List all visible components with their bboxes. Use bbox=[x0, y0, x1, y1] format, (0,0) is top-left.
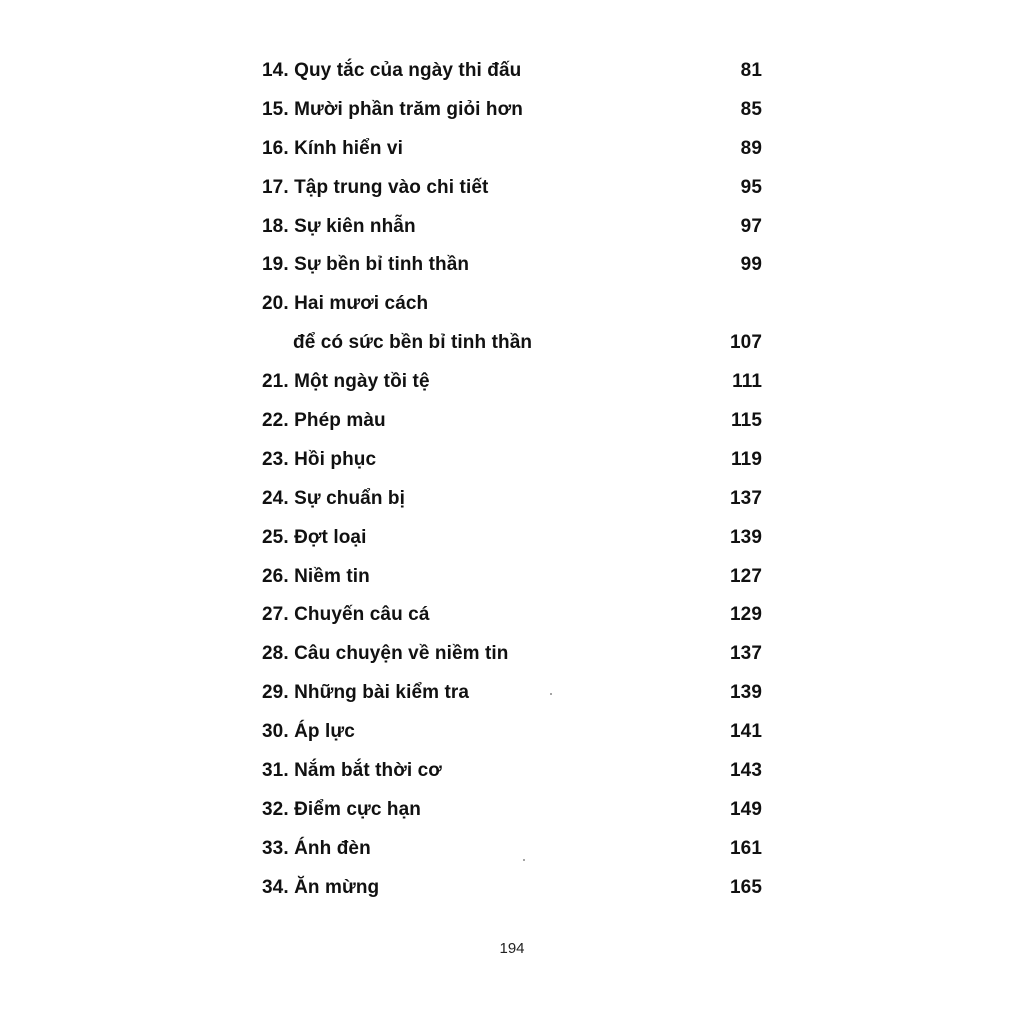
toc-entry-page: 95 bbox=[740, 176, 762, 198]
toc-entry-page: 149 bbox=[729, 798, 762, 820]
toc-entry bbox=[262, 869, 762, 908]
toc-entry-page: 127 bbox=[729, 565, 762, 587]
toc-entry-page: 111 bbox=[732, 371, 762, 393]
toc-entry-title: 27. Chuyến câu cá bbox=[262, 604, 430, 626]
toc-entry-title: 15. Mười phần trăm giỏi hơn bbox=[262, 98, 523, 120]
toc-entry bbox=[262, 363, 762, 402]
toc-entry bbox=[262, 480, 762, 519]
toc-entry-title: 25. Đợt loại bbox=[262, 526, 367, 548]
toc-entry bbox=[262, 713, 762, 752]
toc-entry-page: 85 bbox=[740, 98, 762, 120]
toc-entry-title: 14. Quy tắc của ngày thi đấu bbox=[262, 60, 522, 81]
toc-entry bbox=[262, 830, 762, 869]
toc-entry-title: 17. Tập trung vào chi tiết bbox=[262, 176, 489, 198]
toc-entry bbox=[262, 402, 762, 441]
toc-entry bbox=[262, 791, 762, 830]
toc-entry-title: 22. Phép màu bbox=[262, 410, 386, 432]
toc-entry-page: 119 bbox=[731, 448, 762, 470]
toc-entry bbox=[262, 285, 762, 324]
toc-entry-page: 129 bbox=[729, 604, 762, 626]
toc-entry-title: 34. Ăn mừng bbox=[262, 876, 380, 898]
toc-entry-page: 115 bbox=[731, 410, 762, 432]
toc-entry-title: 30. Áp lực bbox=[262, 721, 355, 743]
toc-entry-page: 139 bbox=[729, 682, 762, 704]
toc-entry-title: 16. Kính hiển vi bbox=[262, 137, 403, 159]
toc-entry bbox=[262, 208, 762, 247]
toc-entry-page: 139 bbox=[729, 526, 762, 548]
toc-entry bbox=[262, 752, 762, 791]
toc-entry bbox=[262, 674, 762, 713]
toc-entry bbox=[262, 324, 762, 363]
toc-entry-title: 18. Sự kiên nhẫn bbox=[262, 215, 416, 237]
toc-entry bbox=[262, 246, 762, 285]
toc-entry-title: 29. Những bài kiểm tra bbox=[262, 682, 470, 704]
print-speck bbox=[550, 693, 552, 695]
toc-entry-page: 81 bbox=[740, 60, 762, 81]
toc-entry-title: 20. Hai mươi cách bbox=[262, 293, 429, 315]
toc-entry-title: để có sức bền bỉ tinh thần bbox=[293, 332, 533, 354]
toc-entry-title: 24. Sự chuẩn bị bbox=[262, 487, 406, 509]
page-number: 194 bbox=[499, 940, 525, 957]
toc-entry-title: 28. Câu chuyện về niềm tin bbox=[262, 643, 509, 665]
toc-entry bbox=[262, 519, 762, 558]
toc-entry bbox=[262, 441, 762, 480]
table-of-contents bbox=[262, 52, 762, 908]
toc-entry bbox=[262, 130, 762, 169]
toc-entry-title: 26. Niềm tin bbox=[262, 565, 370, 587]
toc-entry-title: 19. Sự bền bỉ tinh thần bbox=[262, 254, 470, 276]
toc-entry bbox=[262, 558, 762, 597]
toc-entry-title: 31. Nắm bắt thời cơ bbox=[262, 760, 442, 782]
toc-entry-page: 99 bbox=[740, 254, 762, 276]
print-speck bbox=[523, 859, 525, 861]
toc-entry-page: 137 bbox=[729, 487, 762, 509]
toc-entry bbox=[262, 52, 762, 91]
toc-entry bbox=[262, 635, 762, 674]
toc-entry bbox=[262, 596, 762, 635]
toc-entry-page: 107 bbox=[729, 332, 762, 354]
toc-entry-title: 21. Một ngày tồi tệ bbox=[262, 371, 430, 393]
toc-entry bbox=[262, 91, 762, 130]
toc-entry-page: 137 bbox=[729, 643, 762, 665]
toc-entry-page: 141 bbox=[729, 721, 762, 743]
toc-entry-title: 23. Hồi phục bbox=[262, 448, 377, 470]
toc-entry bbox=[262, 169, 762, 208]
toc-entry-page: 89 bbox=[740, 137, 762, 159]
toc-entry-page: 165 bbox=[729, 876, 762, 898]
toc-entry-page: 97 bbox=[740, 215, 762, 237]
toc-entry-title: 32. Điểm cực hạn bbox=[262, 798, 421, 820]
toc-entry-page: 161 bbox=[729, 837, 762, 859]
toc-entry-title: 33. Ánh đèn bbox=[262, 837, 371, 859]
toc-entry-page: 143 bbox=[729, 760, 762, 782]
